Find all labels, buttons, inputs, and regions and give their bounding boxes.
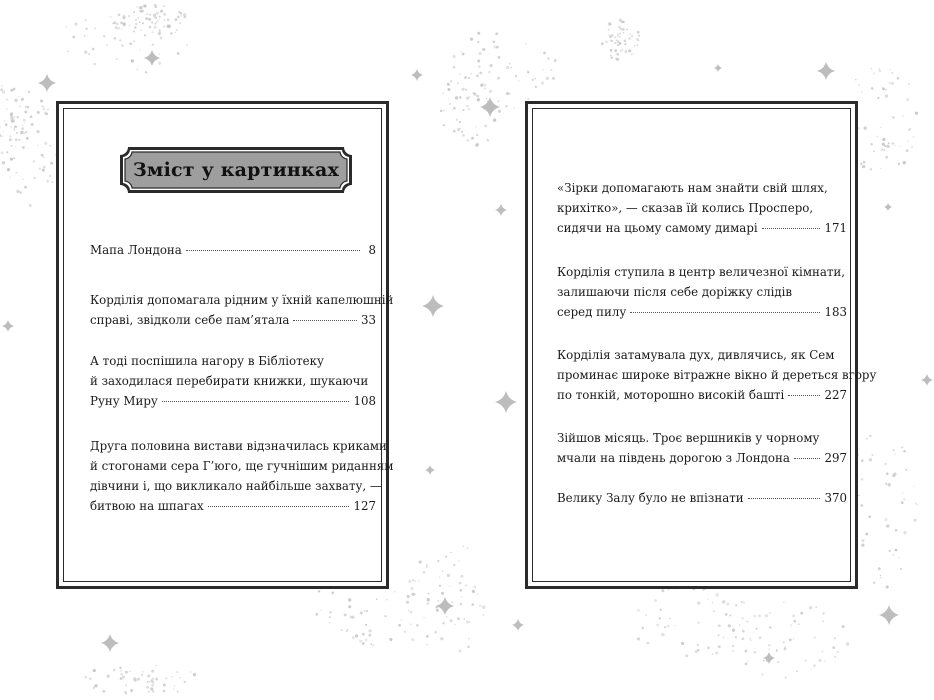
entry-caption-line: серед пилу xyxy=(557,305,627,319)
page-number: 108 xyxy=(353,394,376,408)
entry-caption-line: Зійшов місяць. Троє вершників у чорному xyxy=(557,431,820,445)
entry-caption-line: Велику Залу було не впізнати xyxy=(557,491,744,505)
entry-caption-line: Корділія затамувала дух, дивлячись, як Сем xyxy=(557,348,835,362)
sparkle-star-icon xyxy=(763,652,775,664)
toc-entry[interactable] xyxy=(557,428,847,468)
sparkle-star-icon xyxy=(38,74,56,92)
dot-leader xyxy=(630,312,820,313)
toc-entry[interactable] xyxy=(90,290,394,330)
page-number: 183 xyxy=(824,305,847,319)
entry-caption-line: битвою на шпагах xyxy=(90,499,204,513)
sparkle-star-icon xyxy=(921,374,933,386)
title-plaque xyxy=(120,147,352,193)
dot-leader xyxy=(208,506,350,507)
sparkle-star-icon xyxy=(425,465,435,475)
sparkle-star-icon xyxy=(411,69,423,81)
dot-leader xyxy=(162,401,350,402)
dot-leader xyxy=(794,458,821,459)
page-number: 127 xyxy=(353,499,376,513)
sparkle-star-icon xyxy=(879,605,899,625)
page-number: 8 xyxy=(368,243,376,257)
sparkle-star-icon xyxy=(436,597,454,615)
dot-leader xyxy=(186,250,360,251)
toc-entry[interactable] xyxy=(90,351,376,411)
entry-caption-line: А тоді поспішила нагору в Бібліотеку xyxy=(90,354,324,368)
dot-leader xyxy=(788,395,820,396)
entry-caption-line: по тонкій, моторошно високій башті xyxy=(557,388,785,402)
sparkle-star-icon xyxy=(422,295,444,317)
entry-caption-line: Корділія ступила в центр величезної кімнати, xyxy=(557,265,846,279)
sparkle-star-icon xyxy=(495,204,507,216)
entry-caption-line: проминає широке вітражне вікно й дереться вгору xyxy=(557,368,877,382)
entry-caption-line: крихітко», — сказав їй колись Просперо, xyxy=(557,201,814,215)
page-number: 227 xyxy=(824,388,847,402)
sparkle-star-icon xyxy=(144,50,160,66)
right-page xyxy=(525,101,877,589)
page-number: 370 xyxy=(824,491,847,505)
sparkle-star-icon xyxy=(714,64,722,72)
page-number: 33 xyxy=(360,313,376,327)
sparkle-star-icon xyxy=(101,634,119,652)
entry-caption-line: дівчини і, що викликало найбільше захвату, — xyxy=(90,479,382,493)
entry-caption-line: Руну Миру xyxy=(90,394,158,408)
page-number: 171 xyxy=(824,221,847,235)
toc-entry[interactable] xyxy=(557,178,847,238)
page-number: 297 xyxy=(824,451,847,465)
sparkle-star-icon xyxy=(884,203,892,211)
toc-entry[interactable] xyxy=(90,240,376,260)
toc-entry[interactable] xyxy=(557,345,877,405)
entry-caption-line: «Зірки допомагають нам знайти свій шлях, xyxy=(557,181,828,195)
entry-caption-line: й заходилася перебирати книжки, шукаючи xyxy=(90,374,369,388)
entry-caption-line: Друга половина вистави відзначилась криками xyxy=(90,439,387,453)
dot-leader xyxy=(293,320,357,321)
entry-caption-line: Мапа Лондона xyxy=(90,243,182,257)
sparkle-star-icon xyxy=(2,320,14,332)
sparkle-star-icon xyxy=(817,62,835,80)
entry-caption-line: залишаючи після себе доріжку слідів xyxy=(557,285,793,299)
entry-caption-line: справі, звідколи себе пам’ятала xyxy=(90,313,290,327)
entry-caption-line: мчали на південь дорогою з Лондона xyxy=(557,451,790,465)
dot-leader xyxy=(762,228,821,229)
dot-leader xyxy=(748,498,821,499)
toc-entry[interactable] xyxy=(557,488,847,508)
contents-title: Зміст у картинках xyxy=(132,159,339,181)
sparkle-star-icon xyxy=(480,97,500,117)
toc-entry[interactable] xyxy=(557,262,847,322)
entry-caption-line: сидячи на цьому самому димарі xyxy=(557,221,758,235)
toc-entry[interactable] xyxy=(90,436,394,516)
entry-caption-line: Корділія допомагала рідним у їхній капелюшній xyxy=(90,293,394,307)
sparkle-star-icon xyxy=(495,391,517,413)
left-page xyxy=(56,101,394,589)
entry-caption-line: й стогонами сера Г’юго, ще гучнішим риданням xyxy=(90,459,394,473)
sparkle-star-icon xyxy=(512,619,524,631)
